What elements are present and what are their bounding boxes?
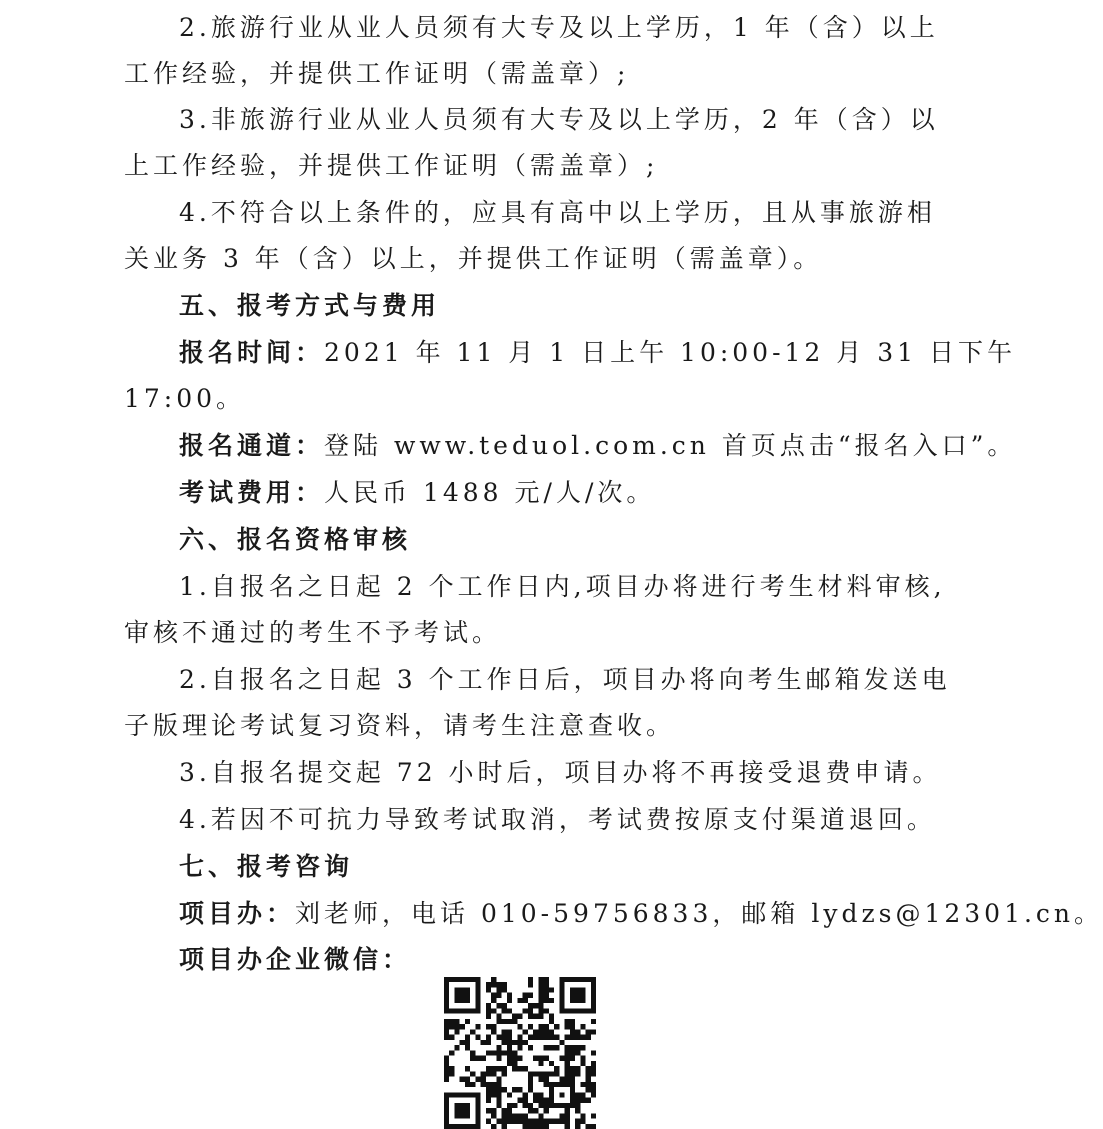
section-6-heading: 六、报名资格审核 (179, 525, 412, 554)
registration-time-value: 2021 年 11 月 1 日上午 10:00-12 月 31 日下午 (324, 338, 1016, 367)
registration-time-label: 报名时间： (179, 338, 325, 367)
requirement-2-line-1: 2.旅游行业从业人员须有大专及以上学历，1 年（含）以上 (179, 13, 939, 42)
registration-time-line-2: 17:00。 (124, 384, 246, 413)
registration-channel-label: 报名通道： (179, 431, 325, 460)
registration-channel (179, 430, 1017, 462)
section-5-heading: 五、报考方式与费用 (179, 291, 441, 320)
wechat-label: 项目办企业微信： (179, 945, 412, 974)
requirement-4-line-1: 4.不符合以上条件的，应具有高中以上学历，且从事旅游相 (179, 198, 936, 227)
exam-fee-value: 人民币 1488 元/人/次。 (324, 478, 656, 507)
section-7-heading: 七、报考咨询 (179, 852, 354, 881)
review-3: 3.自报名提交起 72 小时后，项目办将不再接受退费申请。 (179, 758, 942, 787)
project-office-label: 项目办： (179, 899, 296, 928)
review-2-line-1: 2.自报名之日起 3 个工作日后，项目办将向考生邮箱发送电 (179, 665, 951, 694)
project-office-value: 刘老师，电话 010-59756833，邮箱 lydzs@12301.cn。 (295, 899, 1103, 928)
exam-fee-label: 考试费用： (179, 478, 325, 507)
registration-channel-value: 登陆 www.teduol.com.cn 首页点击“报名入口”。 (324, 431, 1017, 460)
review-4: 4.若因不可抗力导致考试取消，考试费按原支付渠道退回。 (179, 805, 936, 834)
wechat-qr-code (444, 977, 596, 1129)
review-1-line-1: 1.自报名之日起 2 个工作日内,项目办将进行考生材料审核, (179, 572, 946, 601)
requirement-3-line-1: 3.非旅游行业从业人员须有大专及以上学历，2 年（含）以 (179, 105, 939, 134)
project-office-contact (179, 898, 1103, 930)
review-1-line-2: 审核不通过的考生不予考试。 (124, 618, 502, 647)
requirement-2-line-2: 工作经验，并提供工作证明（需盖章）; (124, 59, 630, 88)
requirement-4-line-2: 关业务 3 年（含）以上，并提供工作证明（需盖章）。 (124, 244, 823, 273)
exam-fee (179, 477, 894, 509)
requirement-3-line-2: 上工作经验，并提供工作证明（需盖章）; (124, 151, 659, 180)
registration-time (179, 337, 1016, 369)
review-2-line-2: 子版理论考试复习资料，请考生注意查收。 (124, 711, 676, 740)
